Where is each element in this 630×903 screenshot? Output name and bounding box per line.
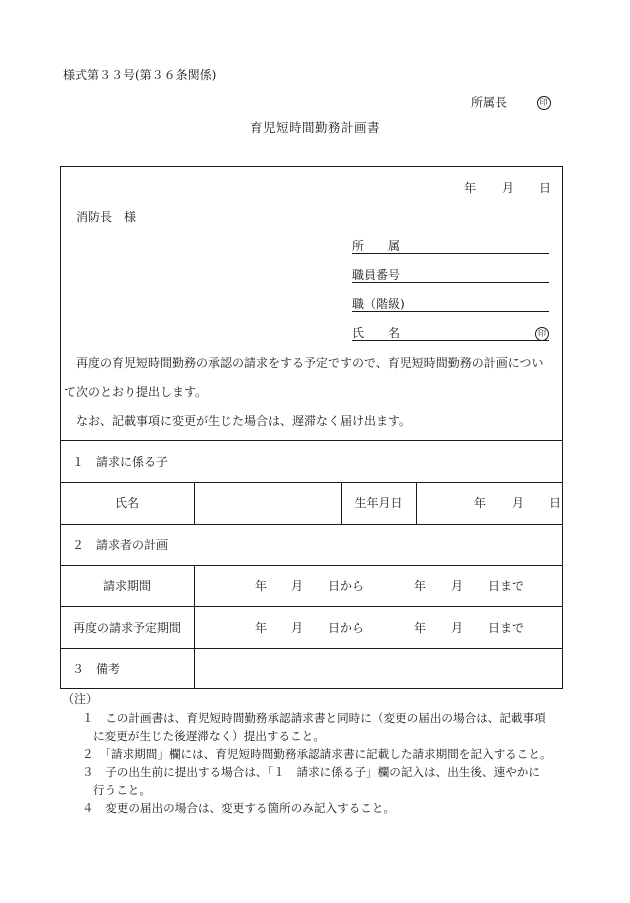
remarks-input[interactable] — [196, 650, 561, 687]
page-title: 育児短時間勤務計画書 — [249, 120, 380, 135]
divider — [416, 482, 417, 524]
divider — [194, 565, 195, 689]
re-request-to-year: 年 — [414, 621, 427, 635]
request-to-month: 月 — [451, 579, 464, 593]
request-to-year: 年 — [414, 579, 427, 593]
note-item: １ この計画書は、育児短時間勤務承認請求書と同時に（変更の届出の場合は、記載事項 — [82, 711, 546, 725]
date-month: 月 — [502, 181, 515, 195]
birth-year: 年 — [474, 496, 487, 510]
section-heading-plan: ２ 請求者の計画 — [72, 538, 169, 552]
divider — [60, 440, 563, 441]
request-from-day: 日から — [328, 579, 365, 593]
field-name-line[interactable] — [352, 340, 549, 341]
form-number: 様式第３３号(第３６条関係) — [63, 68, 217, 82]
birth-day: 日 — [549, 496, 562, 510]
note-item: 行うこと。 — [93, 783, 151, 797]
re-request-to-day: 日まで — [488, 621, 525, 635]
section-heading-child: １ 請求に係る子 — [72, 455, 169, 469]
divider — [60, 565, 563, 566]
body-text: 再度の育児短時間勤務の承認の請求をする予定ですので、育児短時間勤務の計画につい — [76, 356, 544, 370]
note-item: ２ 「請求期間」欄には、育児短時間勤務承認請求書に記載した請求期間を記入すること。 — [82, 747, 552, 761]
date-year: 年 — [464, 181, 477, 195]
body-text: て次のとおり提出します。 — [64, 385, 208, 399]
request-from-year: 年 — [255, 579, 268, 593]
re-request-from-day: 日から — [328, 621, 365, 635]
field-position: 職（階級) — [352, 297, 405, 311]
re-request-from-month: 月 — [291, 621, 304, 635]
divider — [194, 482, 195, 524]
request-from-month: 月 — [291, 579, 304, 593]
request-period-label: 請求期間 — [102, 579, 151, 593]
child-name-input[interactable] — [196, 484, 340, 522]
re-request-from-year: 年 — [255, 621, 268, 635]
seal-icon: 印 — [537, 96, 551, 110]
divider — [60, 524, 563, 525]
birth-month: 月 — [512, 496, 525, 510]
field-department: 所 属 — [352, 239, 401, 253]
seal-icon: 印 — [535, 327, 549, 341]
field-name: 氏 名 — [352, 326, 401, 340]
note-item: ３ 子の出生前に提出する場合は、「１ 請求に係る子」欄の記入は、出生後、速やかに — [82, 765, 540, 779]
divider — [60, 482, 563, 483]
child-birth-label: 生年月日 — [354, 496, 403, 510]
notes-heading: （注） — [62, 692, 99, 706]
re-request-to-month: 月 — [451, 621, 464, 635]
child-name-label: 氏名 — [114, 496, 139, 510]
divider — [60, 648, 563, 649]
date-day: 日 — [539, 181, 552, 195]
divider — [60, 606, 563, 607]
request-to-day: 日まで — [488, 579, 525, 593]
addressee: 消防長 様 — [76, 210, 137, 224]
field-employee-number: 職員番号 — [352, 268, 401, 282]
director-approval — [471, 96, 551, 110]
field-position-line[interactable] — [352, 311, 549, 312]
director-label: 所属長 — [471, 95, 508, 110]
section-heading-remarks: ３ 備考 — [72, 662, 121, 676]
body-text: なお、記載事項に変更が生じた場合は、遅滞なく届け出ます。 — [76, 414, 412, 428]
field-department-line[interactable] — [352, 253, 549, 254]
note-item: ４ 変更の届出の場合は、変更する箇所のみ記入すること。 — [82, 801, 396, 815]
re-request-period-label: 再度の請求予定期間 — [72, 621, 181, 635]
field-employee-number-line[interactable] — [352, 282, 549, 283]
note-item: に変更が生じた後遅滞なく）提出すること。 — [93, 729, 325, 743]
